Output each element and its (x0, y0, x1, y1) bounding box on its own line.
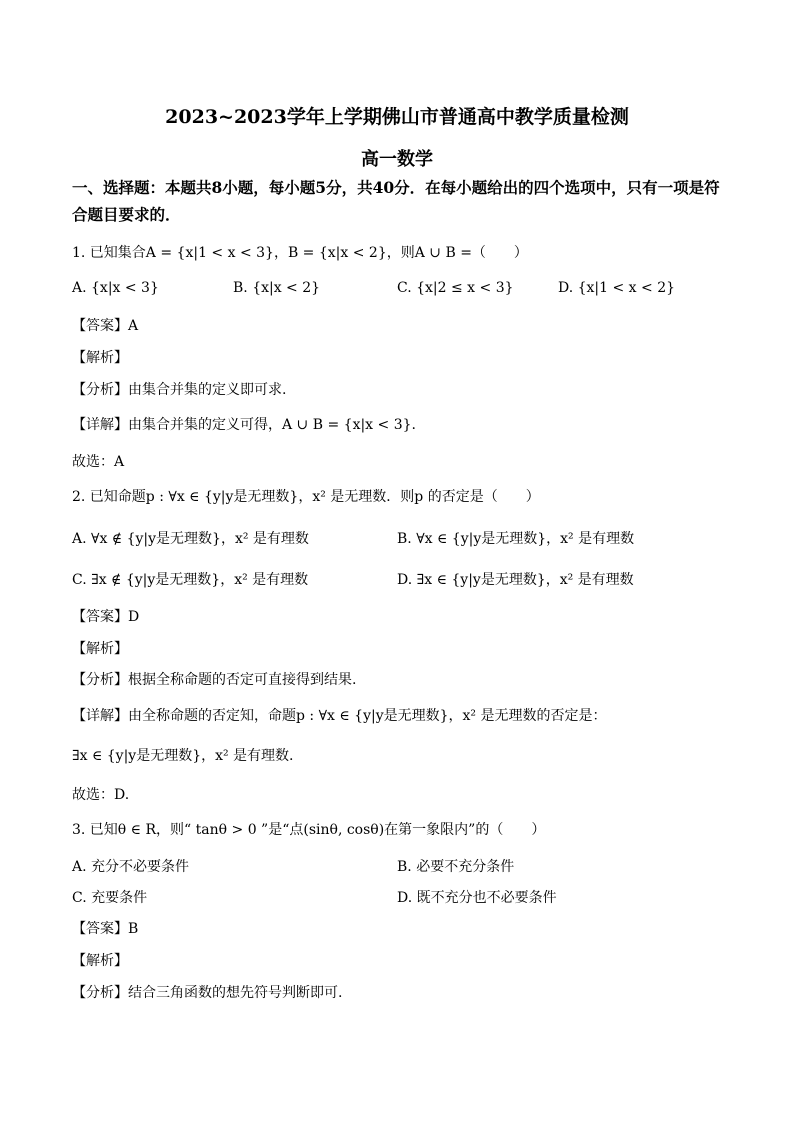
q1-fenxi: 【分析】由集合并集的定义即可求. (72, 382, 287, 398)
q3-option-b: B. 必要不充分条件 (397, 859, 515, 875)
q2-stem: 2. 已知命题p : ∀x ∈ {y|y是无理数}，x² 是无理数．则p 的否定是（ ） (72, 489, 540, 505)
q2-analysis-label: 【解析】 (72, 641, 128, 657)
q2-choice: 故选：D. (72, 787, 130, 803)
q1-analysis-label: 【解析】 (72, 350, 128, 366)
q1-choice: 故选：A (72, 454, 125, 470)
q2-option-d: D. ∃x ∈ {y|y是无理数}，x² 是有理数 (397, 572, 634, 588)
section-heading: 一、选择题：本题共8小题，每小题5分，共40分．在每小题给出的四个选项中，只有一项是符合题目要求的． (72, 178, 720, 224)
q3-option-c: C. 充要条件 (72, 890, 148, 906)
q1-xiangjie: 【详解】由集合并集的定义可得，A ∪ B = {x|x < 3}. (72, 417, 416, 433)
q1-option-b: B. {x|x < 2} (233, 280, 321, 296)
q3-stem: 3. 已知θ ∈ R，则“ tanθ > 0 ”是“点(sinθ, cosθ)在第一象限内”的（ ） (72, 822, 546, 838)
q3-answer: 【答案】B (72, 921, 139, 937)
q2-option-b: B. ∀x ∈ {y|y是无理数}，x² 是有理数 (397, 531, 635, 547)
q3-option-a: A. 充分不必要条件 (72, 859, 190, 875)
q3-fenxi: 【分析】结合三角函数的想先符号判断即可. (72, 985, 343, 1001)
q3-analysis-label: 【解析】 (72, 953, 128, 969)
exam-title: 2023~2023学年上学期佛山市普通高中教学质量检测 (165, 106, 629, 128)
q2-answer: 【答案】D (72, 609, 140, 625)
q3-option-d: D. 既不充分也不必要条件 (397, 890, 557, 906)
q2-xiangjie-cont: ∃x ∈ {y|y是无理数}，x² 是有理数. (72, 748, 294, 764)
q2-option-a: A. ∀x ∉ {y|y是无理数}，x² 是有理数 (72, 531, 309, 547)
q1-option-a: A. {x|x < 3} (72, 280, 159, 296)
q1-option-c: C. {x|2 ≤ x < 3} (397, 280, 514, 296)
q1-stem: 1. 已知集合A = {x|1 < x < 3}，B = {x|x < 2}，则A ∪ B =（ ） (72, 245, 528, 261)
q2-fenxi: 【分析】根据全称命题的否定可直接得到结果. (72, 672, 357, 688)
q1-option-d: D. {x|1 < x < 2} (558, 280, 676, 296)
q2-option-c: C. ∃x ∉ {y|y是无理数}，x² 是有理数 (72, 572, 309, 588)
exam-subtitle: 高一数学 (361, 149, 433, 170)
q2-xiangjie: 【详解】由全称命题的否定知，命题p : ∀x ∈ {y|y是无理数}，x² 是无理数的否定是： (72, 708, 607, 724)
q1-answer: 【答案】A (72, 318, 139, 334)
